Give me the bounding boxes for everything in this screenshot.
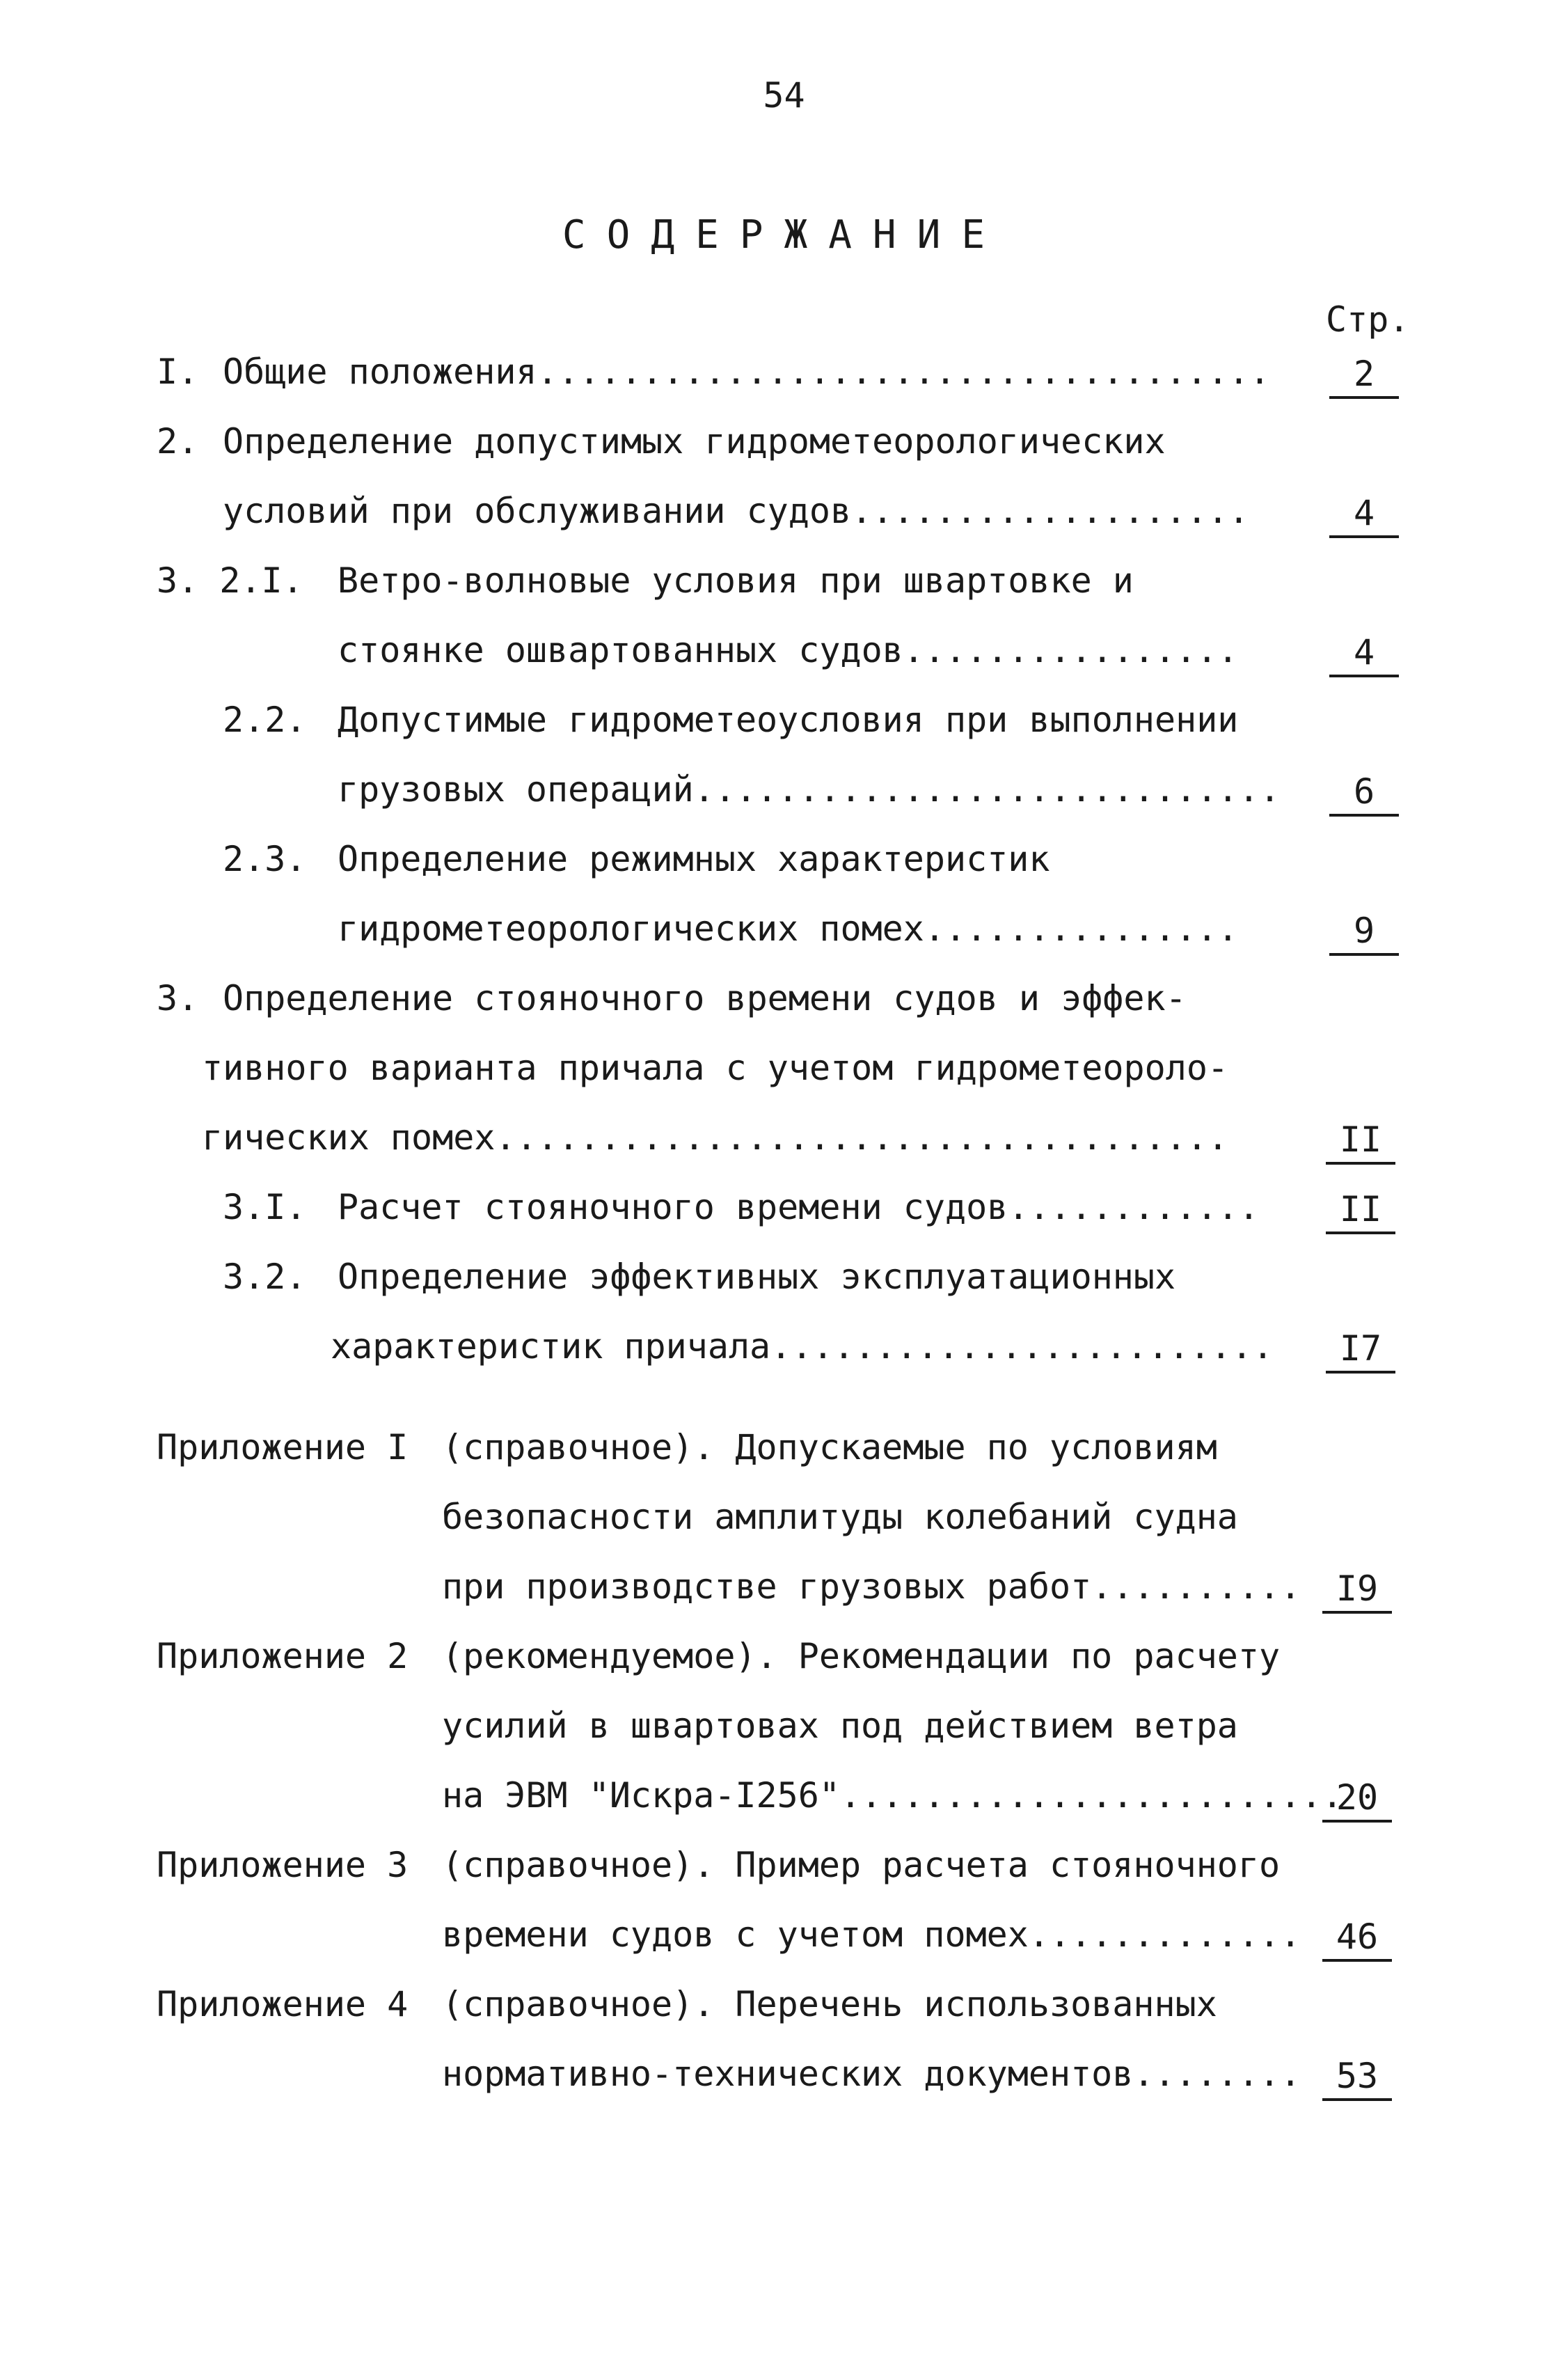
toc-entry-text: (рекомендуемое). Рекомендации по расчету: [442, 1636, 1281, 1676]
toc-entry-text: Общие положения...................................: [223, 352, 1271, 392]
toc-entry-page: 9: [1329, 908, 1399, 956]
toc-entry: [0, 839, 1568, 888]
toc-entry-number: I.: [157, 352, 199, 392]
toc-entry: [0, 560, 1568, 609]
toc-entry: [0, 978, 1568, 1027]
toc-entry-page: 53: [1322, 2054, 1392, 2101]
toc-entry-text: Определение стояночного времени судов и эффек-: [223, 978, 1187, 1018]
toc-entry: [0, 630, 1568, 679]
toc-entry-number: 3.I.: [223, 1187, 307, 1227]
toc-entry-text: нормативно-технических документов........: [442, 2054, 1301, 2094]
toc-entry: [0, 1775, 1568, 1824]
toc-entry-text: гидрометеорологических помех...............: [338, 908, 1239, 949]
page-column-label: Стр.: [1326, 299, 1410, 340]
toc-entry: [0, 769, 1568, 818]
toc-entry-page: II: [1326, 1117, 1395, 1165]
toc-entry-text: характеристик причала........................: [331, 1326, 1274, 1367]
toc-entry-number: Приложение I: [157, 1427, 409, 1467]
toc-entry-number: Приложение 4: [157, 1984, 409, 2024]
toc-entry-number: Приложение 2: [157, 1636, 409, 1676]
toc-entry: [0, 1706, 1568, 1754]
toc-entry-number: 3.: [157, 978, 199, 1018]
toc-entry-page: 46: [1322, 1914, 1392, 1962]
toc-entry-page: 6: [1329, 769, 1399, 817]
toc-entry-page: I7: [1326, 1326, 1395, 1374]
toc-entry: [0, 700, 1568, 748]
toc-entry: [0, 1048, 1568, 1096]
toc-entry-text: при производстве грузовых работ..........: [442, 1566, 1301, 1607]
toc-entry-text: безопасности амплитуды колебаний судна: [442, 1497, 1238, 1537]
toc-entry: [0, 1326, 1568, 1375]
toc-entry: [0, 1187, 1568, 1236]
toc-entry-page: 2: [1329, 352, 1399, 399]
toc-entry: [0, 1117, 1568, 1166]
toc-entry-number: 3. 2.I.: [157, 560, 303, 601]
toc-entry-page: 20: [1322, 1775, 1392, 1823]
toc-entry-text: Допустимые гидрометеоусловия при выполнении: [338, 700, 1239, 740]
toc-entry-text: (справочное). Допускаемые по условиям: [442, 1427, 1217, 1467]
toc-entry-text: Определение допустимых гидрометеорологических: [223, 421, 1166, 462]
toc-entry: [0, 1257, 1568, 1305]
toc-entry: [0, 2054, 1568, 2102]
page-title: СОДЕРЖАНИЕ: [562, 212, 1006, 258]
toc-entry: [0, 491, 1568, 540]
toc-entry-text: Расчет стояночного времени судов............: [338, 1187, 1260, 1227]
toc-entry: [0, 1497, 1568, 1545]
toc-entry: [0, 908, 1568, 957]
toc-entry-text: времени судов с учетом помех.............: [442, 1914, 1301, 1955]
toc-entry-text: Ветро-волновые условия при швартовке и: [338, 560, 1134, 601]
toc-entry: [0, 1427, 1568, 1476]
toc-entry: [0, 421, 1568, 470]
toc-entry-number: 2.2.: [223, 700, 307, 740]
toc-entry-text: (справочное). Перечень использованных: [442, 1984, 1217, 2024]
toc-entry-text: (справочное). Пример расчета стояночного: [442, 1845, 1281, 1885]
toc-entry-text: на ЭВМ "Искра-I256"........................: [442, 1775, 1343, 1816]
toc-entry: [0, 352, 1568, 400]
page-number: 54: [763, 75, 805, 116]
toc-entry-text: тивного варианта причала с учетом гидрометеороло-: [202, 1048, 1229, 1088]
toc-entry: [0, 1566, 1568, 1615]
toc-entry-page: I9: [1322, 1566, 1392, 1614]
toc-entry-page: II: [1326, 1187, 1395, 1234]
toc-entry-text: гических помех...................................: [202, 1117, 1229, 1158]
toc-entry-text: Определение эффективных эксплуатационных: [338, 1257, 1176, 1297]
toc-entry-page: 4: [1329, 491, 1399, 538]
toc-entry-text: Определение режимных характеристик: [338, 839, 1050, 879]
toc-entry: [0, 1984, 1568, 2033]
toc-entry: [0, 1636, 1568, 1685]
toc-entry-number: 2.: [157, 421, 199, 462]
toc-entry: [0, 1845, 1568, 1894]
toc-entry-text: усилий в швартовах под действием ветра: [442, 1706, 1238, 1746]
toc-entry-text: стоянке ошвартованных судов................: [338, 630, 1239, 670]
toc-entry-number: Приложение 3: [157, 1845, 409, 1885]
toc-entry: [0, 1914, 1568, 1963]
toc-entry-number: 3.2.: [223, 1257, 307, 1297]
toc-entry-text: грузовых операций............................: [338, 769, 1281, 810]
toc-entry-text: условий при обслуживании судов...................: [223, 491, 1250, 531]
toc-entry-number: 2.3.: [223, 839, 307, 879]
toc-entry-page: 4: [1329, 630, 1399, 677]
